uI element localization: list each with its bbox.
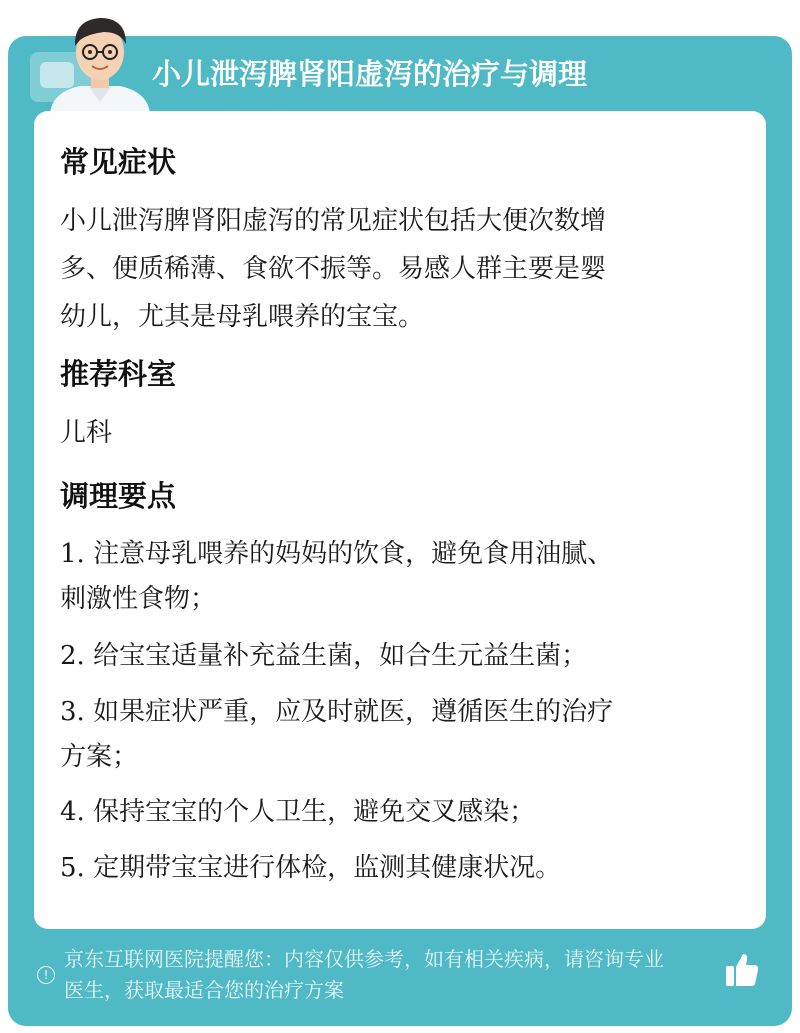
care-item-number: 4. (60, 797, 85, 827)
care-item-number: 5. (60, 853, 85, 883)
care-item-number: 3. (60, 697, 85, 727)
department-value: 儿科 (60, 418, 113, 448)
care-item-text: 给宝宝适量补充益生菌，如合生元益生菌； (93, 641, 588, 671)
care-item-text: 刺激性食物； (60, 584, 217, 614)
symptoms-line: 小儿泄泻脾肾阳虚泻的常见症状包括大便次数增 (60, 206, 607, 236)
care-item-text: 方案； (60, 742, 139, 772)
department-heading: 推荐科室 (60, 357, 177, 391)
symptoms-heading: 常见症状 (60, 145, 177, 179)
care-item (60, 846, 730, 891)
thumbs-up-icon[interactable] (724, 950, 760, 990)
symptoms-text (60, 197, 730, 341)
doctor-avatar (40, 6, 160, 114)
care-item-text: 定期带宝宝进行体检，监测其健康状况。 (93, 853, 562, 883)
info-icon: ! (37, 966, 55, 984)
care-heading: 调理要点 (60, 479, 177, 513)
care-item-text: 如果症状严重，应及时就医，遵循医生的治疗 (93, 697, 614, 727)
symptoms-line: 多、便质稀薄、食欲不振等。易感人群主要是婴 (60, 254, 607, 284)
symptoms-line: 幼儿，尤其是母乳喂养的宝宝。 (60, 302, 425, 332)
care-item-text: 保持宝宝的个人卫生，避免交叉感染； (93, 797, 536, 827)
care-item-text: 注意母乳喂养的妈妈的饮食，避免食用油腻、 (93, 539, 614, 569)
care-item (60, 532, 730, 622)
disclaimer-line: 医生，获取最适合您的治疗方案 (64, 978, 344, 1002)
care-item (60, 690, 730, 780)
care-item (60, 634, 730, 679)
care-item-number: 1. (60, 539, 85, 569)
care-item-number: 2. (60, 641, 85, 671)
page-title: 小儿泄泻脾肾阳虚泻的治疗与调理 (152, 57, 588, 91)
disclaimer-line: 京东互联网医院提醒您：内容仅供参考，如有相关疾病，请咨询专业 (64, 947, 664, 971)
care-item (60, 790, 730, 835)
disclaimer-text (64, 944, 734, 1006)
